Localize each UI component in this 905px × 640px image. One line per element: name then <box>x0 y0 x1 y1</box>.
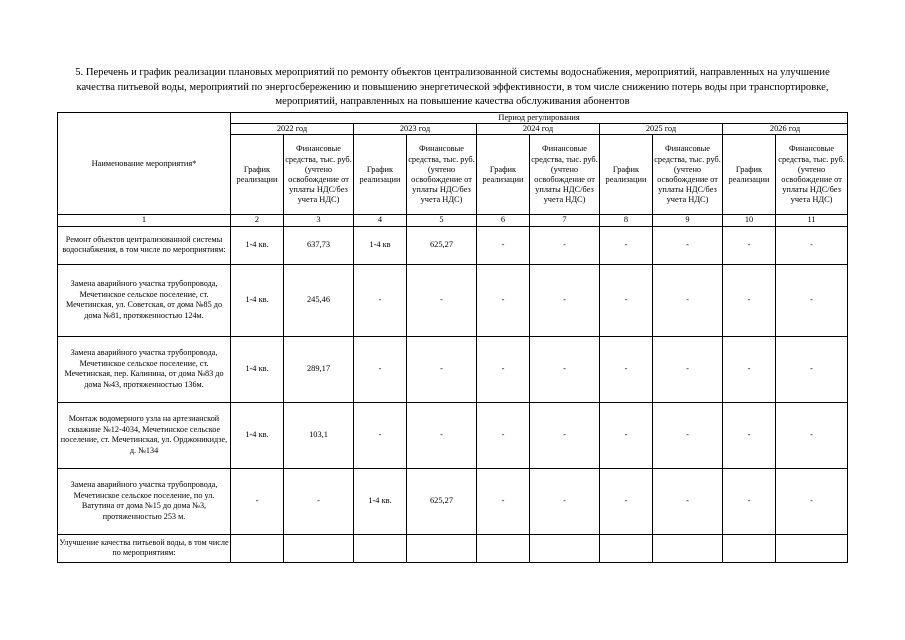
finance-cell: - <box>530 264 600 336</box>
finance-cell: - <box>653 264 723 336</box>
column-number: 10 <box>723 215 776 226</box>
column-number: 7 <box>530 215 600 226</box>
schedule-cell: - <box>723 468 776 534</box>
finance-header: Финансовые средства, тыс. руб. (учтено освобождение от уплаты НДС/без учета НДС) <box>407 135 477 215</box>
title-line-3: мероприятий, направленных на повышение качества обслуживания абонентов <box>275 96 630 107</box>
schedule-cell <box>723 534 776 562</box>
year-header: 2024 год <box>477 124 600 135</box>
schedule-header: График реализации <box>600 135 653 215</box>
finance-cell <box>407 534 477 562</box>
finance-cell: 625,27 <box>407 226 477 264</box>
schedule-cell: 1-4 кв. <box>354 468 407 534</box>
schedule-cell: - <box>477 336 530 402</box>
finance-cell: - <box>776 402 848 468</box>
year-header: 2026 год <box>723 124 848 135</box>
table-row <box>58 226 848 264</box>
measure-name: Замена аварийного участка трубопровода, Мечетинское сельское поселение, по ул. Ватутина от дома №15 до дома №3, протяженностью 253 м. <box>58 468 231 534</box>
table-row <box>58 264 848 336</box>
finance-cell <box>776 534 848 562</box>
schedule-cell: 1-4 кв. <box>231 336 284 402</box>
name-header: Наименование мероприятия* <box>58 113 231 215</box>
schedule-cell <box>231 534 284 562</box>
table-row <box>58 336 848 402</box>
finance-cell: - <box>530 336 600 402</box>
column-number: 11 <box>776 215 848 226</box>
schedule-cell: - <box>600 336 653 402</box>
column-number: 1 <box>58 215 231 226</box>
finance-cell <box>653 534 723 562</box>
finance-cell: - <box>776 226 848 264</box>
finance-cell: - <box>653 226 723 264</box>
schedule-cell: 1-4 кв. <box>231 264 284 336</box>
finance-cell: - <box>407 402 477 468</box>
column-number: 2 <box>231 215 284 226</box>
finance-header: Финансовые средства, тыс. руб. (учтено освобождение от уплаты НДС/без учета НДС) <box>530 135 600 215</box>
schedule-table <box>57 112 848 563</box>
schedule-header: График реализации <box>354 135 407 215</box>
schedule-cell: 1-4 кв. <box>231 226 284 264</box>
column-number: 4 <box>354 215 407 226</box>
finance-cell: - <box>407 336 477 402</box>
schedule-cell: - <box>354 336 407 402</box>
year-header: 2025 год <box>600 124 723 135</box>
column-number-row <box>58 215 848 226</box>
period-header: Период регулирования <box>231 113 848 124</box>
schedule-cell: - <box>600 468 653 534</box>
schedule-cell: - <box>477 226 530 264</box>
schedule-cell: 1-4 кв <box>354 226 407 264</box>
measure-name: Монтаж водомерного узла на артезианской скважине №12-4034, Мечетинское сельское поселение, ст. Мечетинская, ул. Орджоникидзе, д. №134 <box>58 402 231 468</box>
schedule-cell: - <box>723 336 776 402</box>
schedule-header: График реализации <box>723 135 776 215</box>
schedule-cell <box>477 534 530 562</box>
schedule-cell <box>354 534 407 562</box>
schedule-cell: - <box>354 264 407 336</box>
table-row <box>58 468 848 534</box>
schedule-cell: - <box>354 402 407 468</box>
title-line-2: качества питьевой воды, мероприятий по энергосбережению и повышению энергетической эффективности, в том числе снижению потерь воды при транспортировке, <box>76 81 829 93</box>
measure-name: Ремонт объектов централизованной системы водоснабжения, в том числе по мероприятиям: <box>58 226 231 264</box>
finance-header: Финансовые средства, тыс. руб. (учтено освобождение от уплаты НДС/без учета НДС) <box>284 135 354 215</box>
finance-cell: - <box>284 468 354 534</box>
column-number: 6 <box>477 215 530 226</box>
measure-name: Замена аварийного участка трубопровода, Мечетинское сельское поселение, ст. Мечетинская, пер. Калинина, от дома №83 до дома №43, протяженностью 136м. <box>58 336 231 402</box>
schedule-cell: - <box>231 468 284 534</box>
schedule-cell: - <box>600 264 653 336</box>
finance-header: Финансовые средства, тыс. руб. (учтено освобождение от уплаты НДС/без учета НДС) <box>653 135 723 215</box>
table-row <box>58 402 848 468</box>
finance-cell: - <box>530 402 600 468</box>
column-number: 3 <box>284 215 354 226</box>
year-header: 2023 год <box>354 124 477 135</box>
schedule-cell: 1-4 кв. <box>231 402 284 468</box>
finance-cell: - <box>407 264 477 336</box>
schedule-cell: - <box>723 402 776 468</box>
column-number: 5 <box>407 215 477 226</box>
finance-cell: - <box>653 402 723 468</box>
column-number: 8 <box>600 215 653 226</box>
finance-cell: 625,27 <box>407 468 477 534</box>
schedule-header: График реализации <box>231 135 284 215</box>
finance-header: Финансовые средства, тыс. руб. (учтено освобождение от уплаты НДС/без учета НДС) <box>776 135 848 215</box>
finance-cell: - <box>530 468 600 534</box>
schedule-cell: - <box>477 402 530 468</box>
finance-cell: - <box>653 336 723 402</box>
schedule-cell: - <box>477 264 530 336</box>
measure-name: Замена аварийного участка трубопровода, Мечетинское сельское поселение, ст. Мечетинская, ул. Советская, от дома №85 до дома №81, протяженностью 124м. <box>58 264 231 336</box>
schedule-cell: - <box>723 226 776 264</box>
year-header: 2022 год <box>231 124 354 135</box>
finance-cell: 103,1 <box>284 402 354 468</box>
schedule-cell: - <box>600 402 653 468</box>
title-line-1: 5. Перечень и график реализации плановых мероприятий по ремонту объектов централизованной системы водоснабжения, мероприятий, направленных на улучшение <box>75 67 830 78</box>
finance-cell: - <box>776 336 848 402</box>
finance-cell: - <box>776 468 848 534</box>
finance-cell: 289,17 <box>284 336 354 402</box>
finance-cell: - <box>530 226 600 264</box>
finance-cell <box>284 534 354 562</box>
document-title <box>50 66 855 110</box>
schedule-cell: - <box>723 264 776 336</box>
schedule-cell: - <box>600 226 653 264</box>
finance-cell: - <box>653 468 723 534</box>
table-row <box>58 534 848 562</box>
schedule-cell: - <box>477 468 530 534</box>
finance-cell <box>530 534 600 562</box>
column-number: 9 <box>653 215 723 226</box>
finance-cell: 245,46 <box>284 264 354 336</box>
finance-cell: - <box>776 264 848 336</box>
schedule-cell <box>600 534 653 562</box>
schedule-header: График реализации <box>477 135 530 215</box>
measure-name: Улучшение качества питьевой воды, в том числе по мероприятиям: <box>58 534 231 562</box>
finance-cell: 637,73 <box>284 226 354 264</box>
